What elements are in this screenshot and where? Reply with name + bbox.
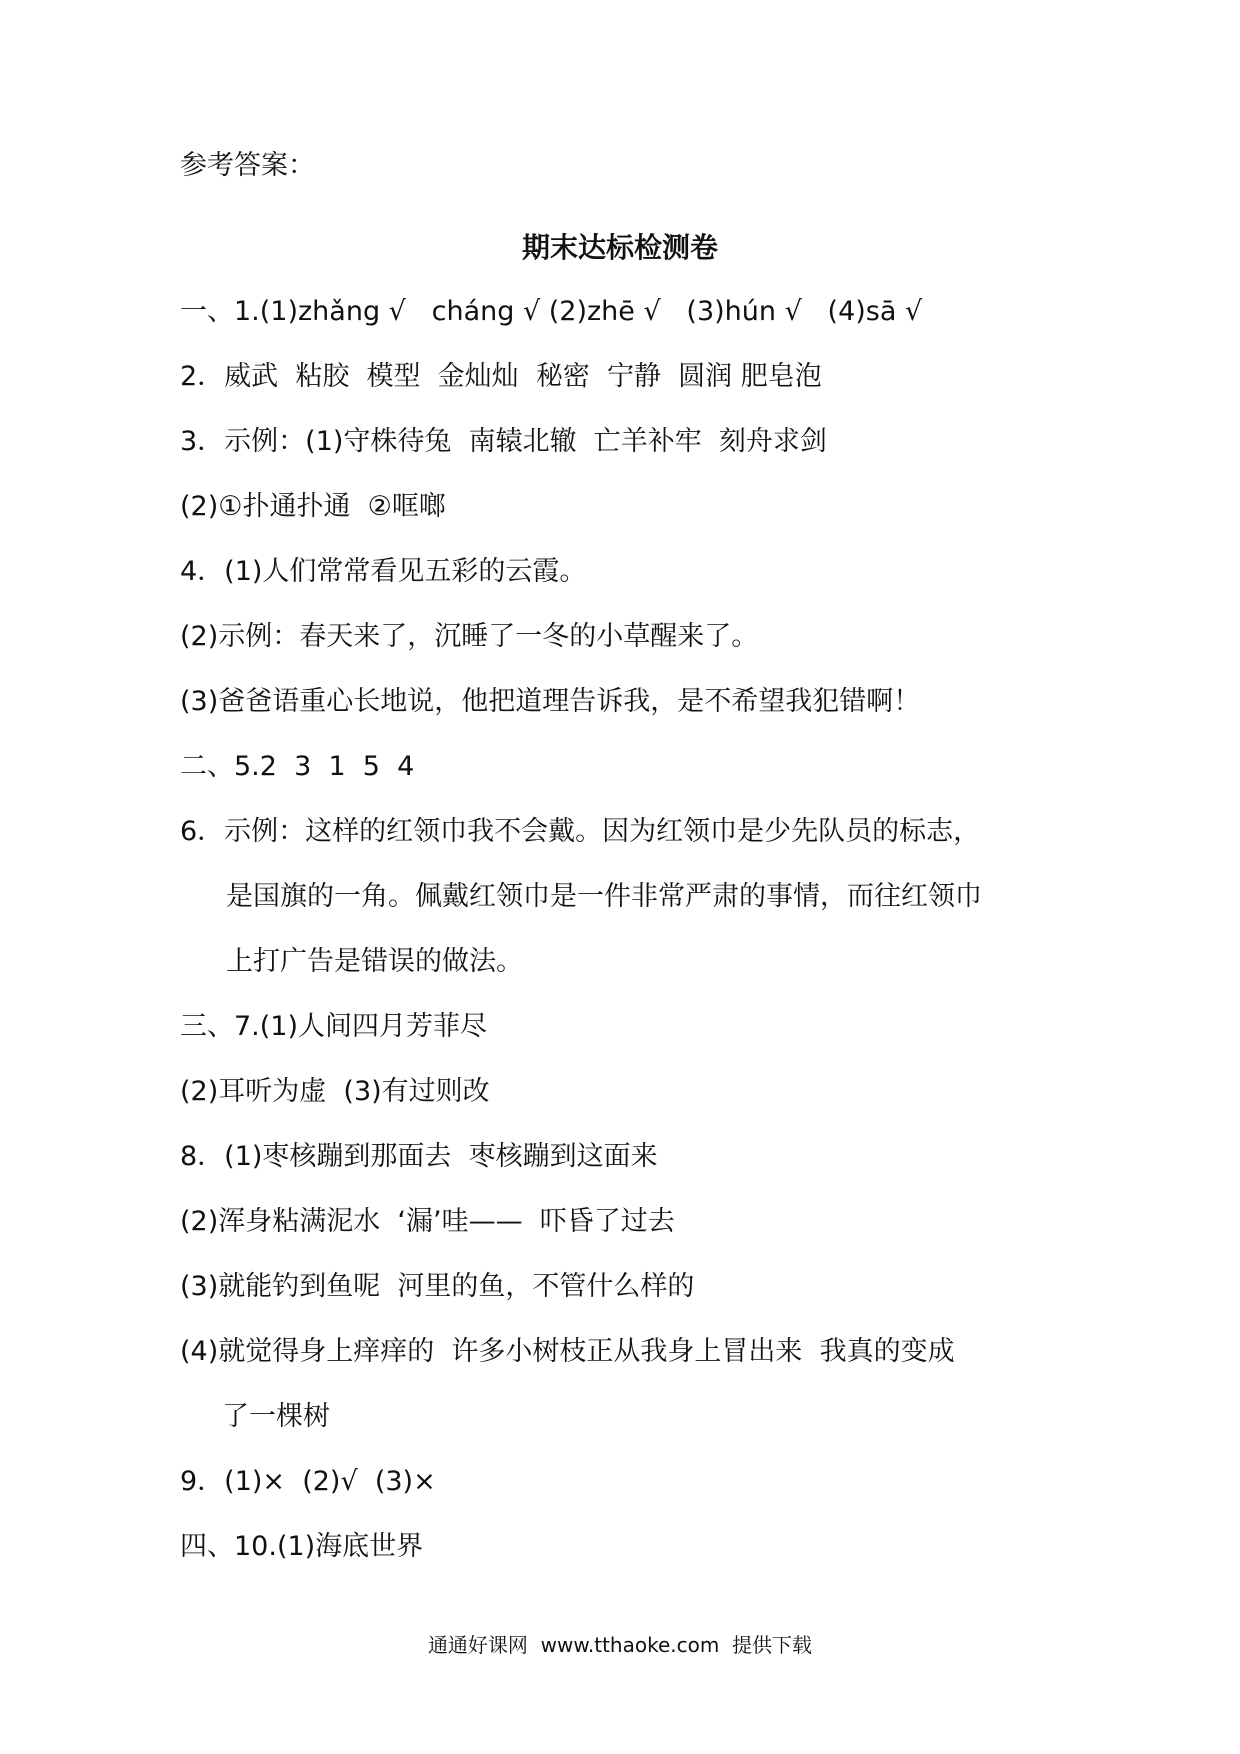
answer-line: (2)浑身粘满泥水 ‘漏’哇—— 吓昏了过去 [180,1206,675,1237]
answer-line-continuation: 上打广告是错误的做法。 [226,946,523,977]
answer-line: 9．(1)× (2)√ (3)× [180,1466,436,1497]
answer-line: 8．(1)枣核蹦到那面去 枣核蹦到这面来 [180,1141,658,1172]
footer-download-note: 通通好课网 www.tthaoke.com 提供下载 [427,1633,813,1657]
answer-line: (4)就觉得身上痒痒的 许多小树枝正从我身上冒出来 我真的变成 [180,1336,955,1367]
answer-line: 3．示例：(1)守株待兔 南辕北辙 亡羊补牢 刻舟求剑 [180,426,827,457]
answer-line-continuation: 了一棵树 [222,1401,330,1432]
answer-line-continuation: 是国旗的一角。佩戴红领巾是一件非常严肃的事情，而往红领巾 [226,881,982,912]
answer-line: 一、1.(1)zhǎng √ cháng √ (2)zhē √ (3)hún √ (4)sā √ [180,296,923,327]
answer-line: (3)就能钓到鱼呢 河里的鱼，不管什么样的 [180,1271,695,1302]
answer-key-heading: 参考答案： [180,150,315,181]
answer-line: 6．示例：这样的红领巾我不会戴。因为红领巾是少先队员的标志， [180,816,981,847]
answer-line: 二、5.2 3 1 5 4 [180,751,415,782]
exam-title: 期末达标检测卷 [521,231,718,264]
answer-line: (2)示例：春天来了，沉睡了一冬的小草醒来了。 [180,621,759,652]
answer-line: (3)爸爸语重心长地说，他把道理告诉我，是不希望我犯错啊！ [180,686,921,717]
answer-line: 2．威武 粘胶 模型 金灿灿 秘密 宁静 圆润 肥皂泡 [180,361,822,392]
answer-line: (2)①扑通扑通 ②哐啷 [180,491,446,522]
answer-line: (2)耳听为虚 (3)有过则改 [180,1076,490,1107]
answer-line: 三、7.(1)人间四月芳菲尽 [180,1011,488,1042]
answer-line: 四、10.(1)海底世界 [180,1531,424,1562]
answer-line: 4．(1)人们常常看见五彩的云霞。 [180,556,587,587]
